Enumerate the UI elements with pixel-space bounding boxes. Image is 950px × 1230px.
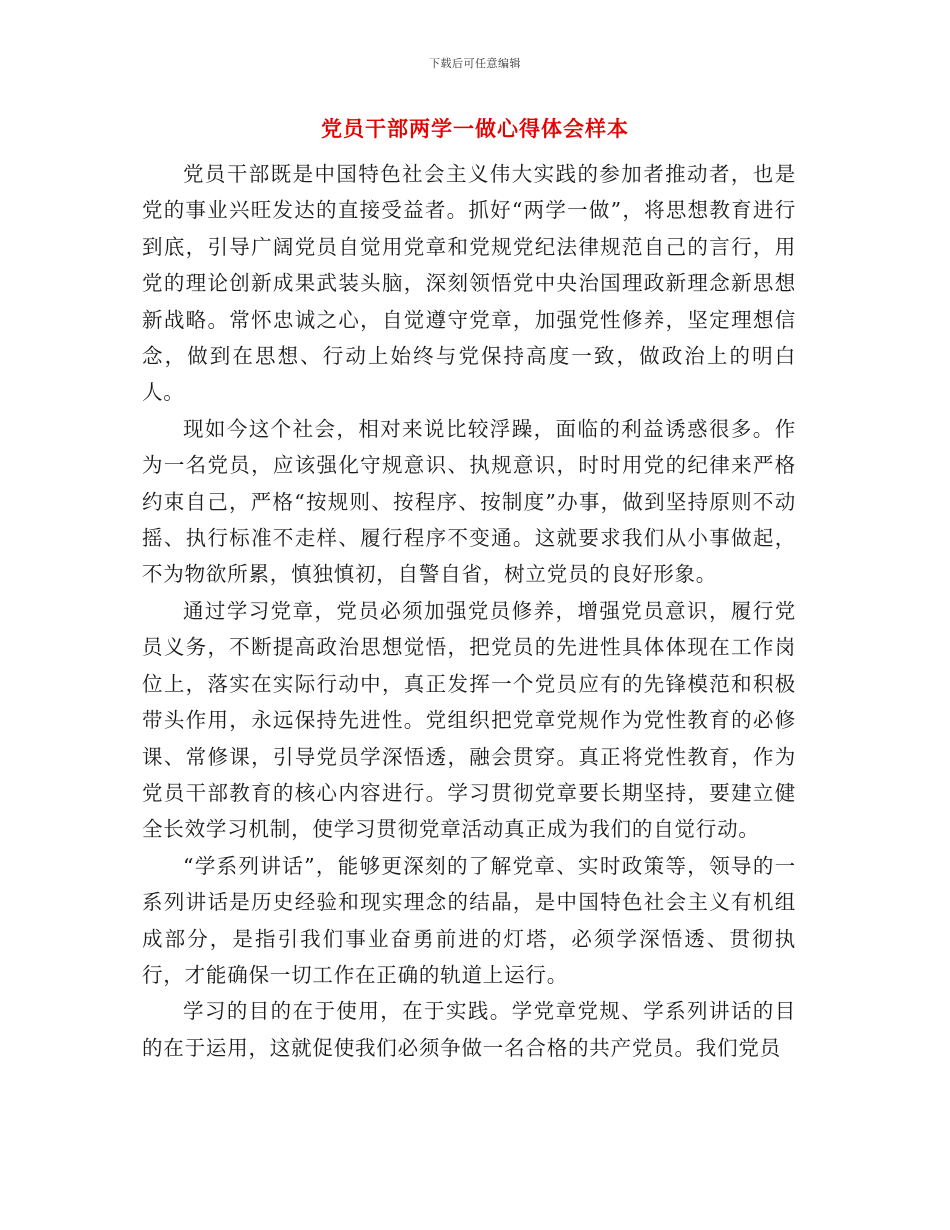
document-body <box>142 156 796 1066</box>
paragraph-3: 通过学习党章，党员必须加强党员修养，增强党员意识，履行党员义务，不断提高政治思想觉悟，把党员的先进性具体体现在工作岗位上，落实在实际行动中，真正发挥一个党员应有的先锋模范和积极带头作用，永远保持先进性。党组织把党章党规作为党性教育的必修课、常修课，引导党员学深悟透，融会贯穿。真正将党性教育，作为党员干部教育的核心内容进行。学习贯彻党章要长期坚持，要建立健全长效学习机制，使学习贯彻党章活动真正成为我们的自觉行动。 <box>142 598 796 842</box>
paragraph-2: 现如今这个社会，相对来说比较浮躁，面临的利益诱惑很多。作为一名党员，应该强化守规意识、执规意识，时时用党的纪律来严格约束自己，严格“按规则、按程序、按制度”办事，做到坚持原则不动摇、执行标准不走样、履行程序不变通。这就要求我们从小事做起，不为物欲所累，慎独慎初，自警自省，树立党员的良好形象。 <box>142 416 796 587</box>
document-title: 党员干部两学一做心得体会样本 <box>321 117 629 141</box>
paragraph-1: 党员干部既是中国特色社会主义伟大实践的参加者推动者，也是党的事业兴旺发达的直接受益者。抓好“两学一做”，将思想教育进行到底，引导广阔党员自觉用党章和党规党纪法律规范自己的言行，用党的理论创新成果武装头脑，深刻领悟党中央治国理政新理念新思想新战略。常怀忠诚之心，自觉遵守党章，加强党性修养，坚定理想信念，做到在思想、行动上始终与党保持高度一致，做政治上的明白人。 <box>142 162 796 405</box>
paragraph-4: “学系列讲话”，能够更深刻的了解党章、实时政策等，领导的一系列讲话是历史经验和现实理念的结晶，是中国特色社会主义有机组成部分，是指引我们事业奋勇前进的灯塔，必须学深悟透、贯彻执行，才能确保一切工作在正确的轨道上运行。 <box>142 853 796 987</box>
header-note: 下载后可任意编辑 <box>429 57 521 70</box>
paragraph-5: 学习的目的在于使用，在于实践。学党章党规、学系列讲话的目的在于运用，这就促使我们必须争做一名合格的共产党员。我们党员 <box>142 999 796 1060</box>
